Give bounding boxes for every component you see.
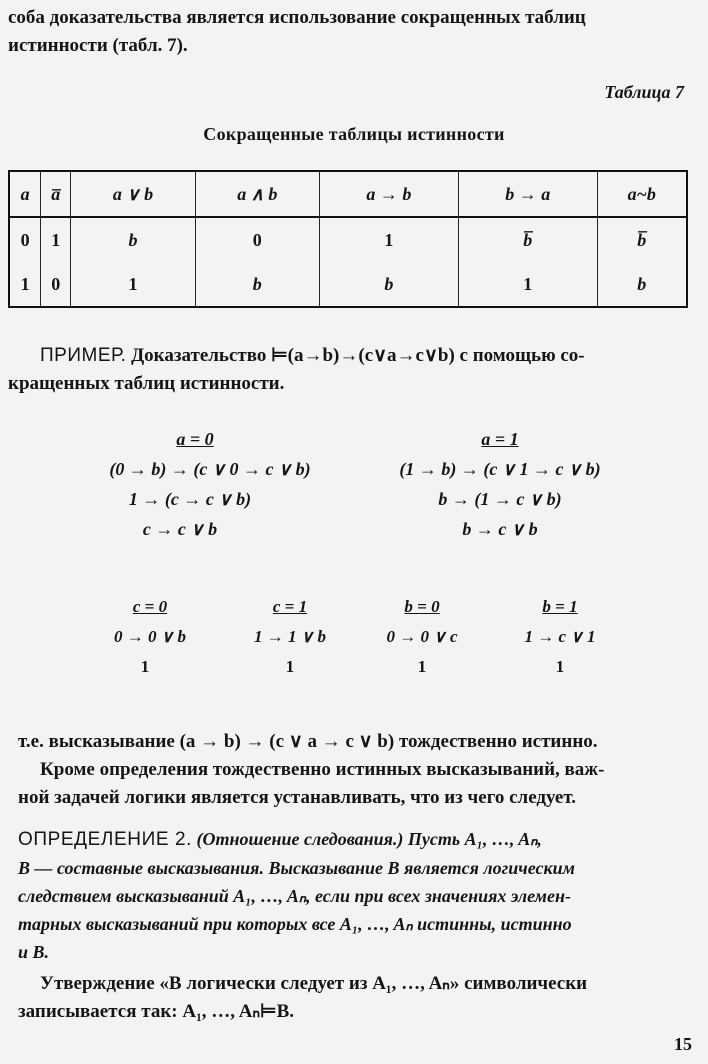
- truth-table: [8, 170, 688, 308]
- subcase-header: b = 1: [542, 597, 578, 616]
- header-cell-or: a ∨ b: [71, 171, 195, 217]
- subcase-expr: 0 → 0 ∨ b: [114, 627, 186, 646]
- case-a-zero: [80, 424, 340, 544]
- table-cell: b̅: [597, 217, 687, 262]
- statement-paragraph: [18, 970, 698, 1026]
- case-a-one-line-3: b → c ∨ b: [462, 519, 538, 539]
- case-a-one-line-2: b → (1 → c ∨ b): [438, 489, 562, 509]
- subcase-header: b = 0: [404, 597, 440, 616]
- table-header-row: [9, 171, 687, 217]
- definition-line-5: и B.: [18, 942, 50, 962]
- definition-paragraph: [18, 825, 698, 966]
- statement-line-2: записывается так: A₁, …, Aₙ⊨B.: [18, 1001, 294, 1022]
- statement-line-1: Утверждение «B логически следует из A₁, …, Aₙ» символически: [40, 973, 588, 994]
- subcase-result: 1: [140, 657, 150, 676]
- intro-line-1: соба доказательства является использование сокращенных таблиц: [8, 7, 586, 28]
- table-cell: 1: [41, 217, 71, 262]
- table-cell: b: [319, 262, 458, 307]
- subcase-b-one: [490, 592, 630, 682]
- intro-paragraph: [8, 4, 693, 60]
- table-cell: b: [195, 262, 319, 307]
- table-cell: 0: [41, 262, 71, 307]
- definition-line-1: [18, 825, 698, 854]
- case-a-zero-line-3: c → c ∨ b: [142, 519, 218, 539]
- table-cell: 1: [319, 217, 458, 262]
- intro-line-2: истинности (табл. 7).: [8, 35, 188, 56]
- example-paragraph: [8, 342, 690, 398]
- case-a-one-header: a = 1: [481, 429, 519, 449]
- header-cell-not-a: a̅: [41, 171, 71, 217]
- subcase-expr: 1 → 1 ∨ b: [254, 627, 326, 646]
- subcase-c-zero: [80, 592, 220, 682]
- case-a-zero-header: a = 0: [176, 429, 214, 449]
- table-label: Таблица 7: [604, 82, 684, 102]
- table-cell: 1: [71, 262, 195, 307]
- conclusion-line-3: ной задачей логики является устанавливать, что из чего следует.: [18, 787, 576, 808]
- subcase-result: 1: [555, 657, 565, 676]
- case-a-one: [380, 424, 620, 544]
- example-line-1: [40, 342, 690, 370]
- definition-line-4: тарных высказываний при которых все A₁, …, Aₙ истинны, истинно: [18, 914, 572, 934]
- table-cell: 0: [195, 217, 319, 262]
- case-a-zero-line-1: (0 → b) → (c ∨ 0 → c ∨ b): [109, 459, 311, 479]
- table-cell: 0: [9, 217, 41, 262]
- table-cell: 1: [458, 262, 597, 307]
- table-cell: b: [71, 217, 195, 262]
- definition-line-2: B — составные высказывания. Высказывание B является логическим: [18, 858, 575, 878]
- example-lead: ПРИМЕР.: [40, 345, 127, 366]
- subcase-header: c = 1: [272, 597, 308, 616]
- table-cell: 1: [9, 262, 41, 307]
- example-text-2: кращенных таблиц истинности.: [8, 373, 285, 394]
- example-text-1: Доказательство ⊨(a→b)→(c∨a→c∨b) с помощью со-: [131, 345, 585, 366]
- header-cell-a: a: [9, 171, 41, 217]
- table-cell: b: [597, 262, 687, 307]
- subcase-expr: 1 → c ∨ 1: [524, 627, 596, 646]
- table-title: Сокращенные таблицы истинности: [203, 124, 505, 144]
- conclusion-line-2: Кроме определения тождественно истинных высказываний, важ-: [40, 759, 605, 780]
- table-cell: b̅: [458, 217, 597, 262]
- table-row: [9, 217, 687, 262]
- subcase-c-one: [220, 592, 360, 682]
- conclusion-line-1: т.е. высказывание (a → b) → (c ∨ a → c ∨ b) тождественно истинно.: [18, 731, 598, 752]
- definition-head: ОПРЕДЕЛЕНИЕ 2.: [18, 829, 193, 850]
- subcase-header: c = 0: [132, 597, 168, 616]
- subcase-b-zero: [352, 592, 492, 682]
- case-a-zero-line-2: 1 → (c → c ∨ b): [128, 489, 252, 509]
- subcase-result: 1: [285, 657, 295, 676]
- header-cell-implies: a → b: [319, 171, 458, 217]
- page-number: 15: [674, 1034, 692, 1054]
- header-cell-and: a ∧ b: [195, 171, 319, 217]
- definition-line-3: следствием высказываний A₁, …, Aₙ, если при всех значениях элемен-: [18, 886, 571, 906]
- header-cell-reverse-implies: b → a: [458, 171, 597, 217]
- table-row: [9, 262, 687, 307]
- definition-text-1: (Отношение следования.) Пусть A₁, …, Aₙ,: [196, 829, 542, 849]
- conclusion-paragraph: [18, 728, 698, 812]
- subcase-result: 1: [417, 657, 427, 676]
- subcase-expr: 0 → 0 ∨ c: [386, 627, 458, 646]
- header-cell-equiv: a~b: [597, 171, 687, 217]
- case-a-one-line-1: (1 → b) → (c ∨ 1 → c ∨ b): [399, 459, 601, 479]
